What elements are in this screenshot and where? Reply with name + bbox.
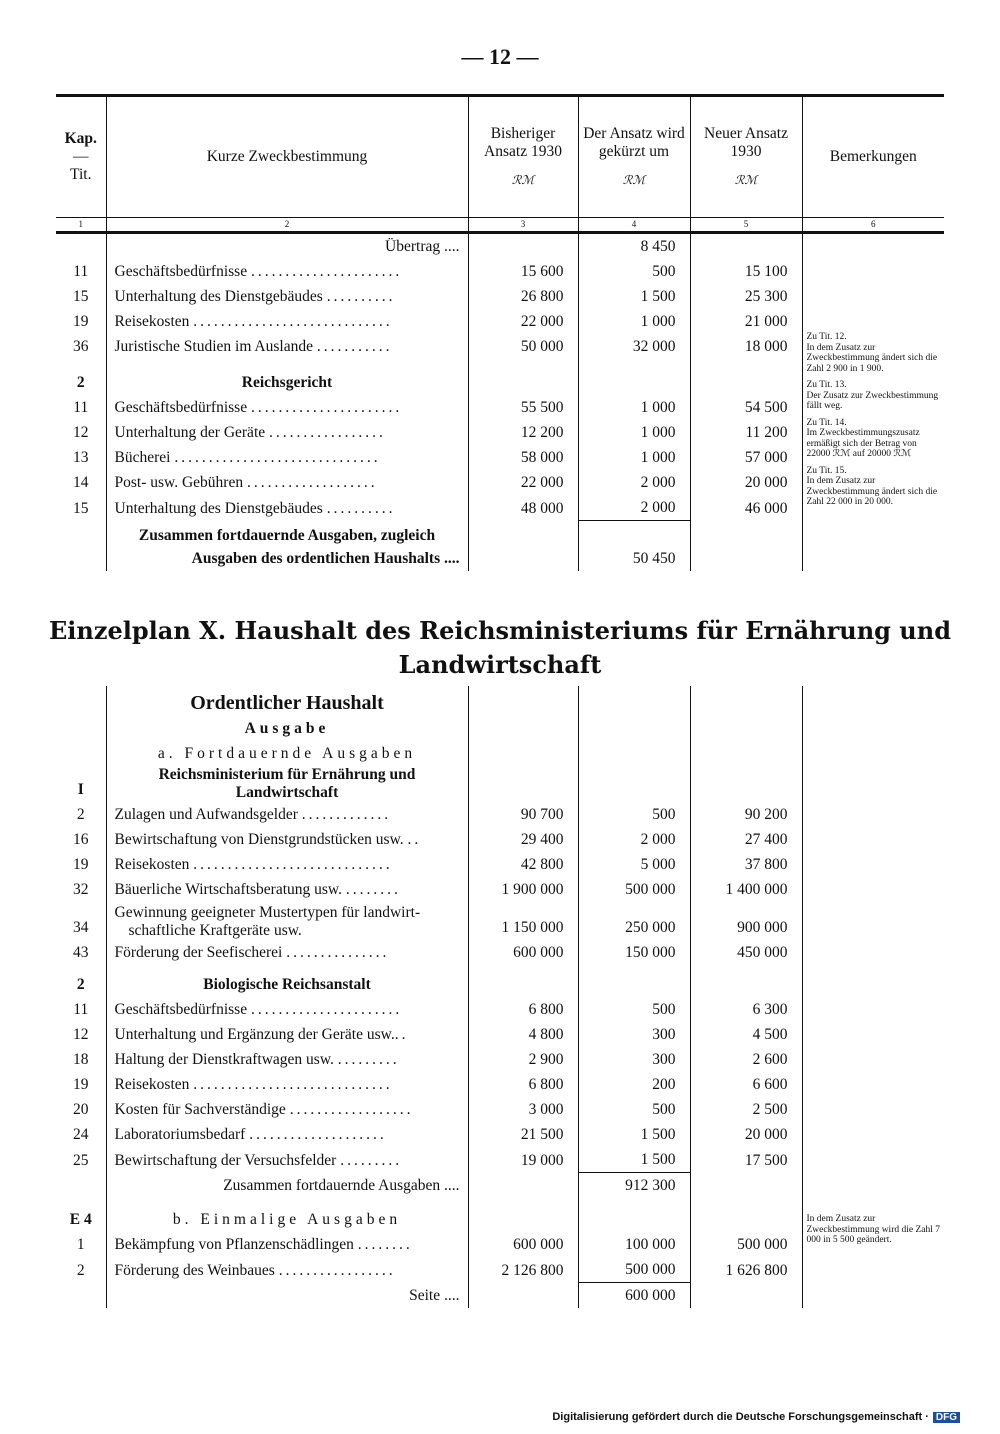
table-row: 2 Förderung des Weinbaues ................. 2 126 800 500 000 1 626 800: [56, 1257, 944, 1283]
table-row: 12 Unterhaltung und Ergänzung der Geräte usw... 4 800 300 4 500: [56, 1022, 944, 1047]
chapter-row: E 4 b. Einmalige Ausgaben: [56, 1198, 944, 1232]
table-row: 14 Post- usw. Gebühren ................... 22 000 2 000 20 000: [56, 470, 944, 495]
table-row: 11 Geschäftsbedürfnisse ...................... 6 800 500 6 300: [56, 997, 944, 1022]
table-row: 20 Kosten für Sachverständige .................. 3 000 500 2 500: [56, 1097, 944, 1122]
table-row: 15 Unterhaltung des Dienstgebäudes .......... 48 000 2 000 46 000: [56, 495, 944, 521]
table-row: 1 Bekämpfung von Pflanzenschädlingen ........ 600 000 100 000 500 000: [56, 1232, 944, 1257]
header-new-estimate: Neuer Ansatz 1930 ℛℳ: [690, 96, 802, 218]
table-row: 18 Haltung der Dienstkraftwagen usw. ......... 2 900 300 2 600: [56, 1047, 944, 1072]
remark-tit-24-25: In dem Zusatz zur Zweckbestimmung wird die Zahl 7 000 in 5 500 geändert.: [806, 1214, 940, 1245]
column-number-row: 1 2 3 4 5 6: [56, 218, 944, 233]
carry-over-row: Übertrag .... 8 450 Zu Tit. 12. In dem Zusatz zur Zweckbestimmung ändert sich die Zahl 2 900 in 1 900. Zu Tit. 13. Der Zusatz zur Zweckbestimmung fällt weg. Zu Tit. 14. Im Zweckbestimmungszusatz ermäßigt sich der Betrag von 22000 ℛℳ auf 20000 ℛℳ Zu Tit. 15. In dem Zusatz zur Zweckbestimmung ändert sich die Zahl 22 000 in 20 000.: [56, 233, 944, 260]
table-row: 24 Laboratoriumsbedarf .................... 21 500 1 500 20 000: [56, 1122, 944, 1147]
table-row: 12 Unterhaltung der Geräte ................. 12 200 1 000 11 200: [56, 420, 944, 445]
table-row: 43 Förderung der Seefischerei ............... 600 000 150 000 450 000: [56, 940, 944, 965]
footer-credit: Digitalisierung gefördert durch die Deutsche Forschungsgemeinschaft · DFG: [552, 1411, 960, 1423]
subtotal-row: Zusammen fortdauernde Ausgaben .... 912 300: [56, 1173, 944, 1199]
table-row: 11 Geschäftsbedürfnisse ...................... 55 500 1 000 54 500: [56, 395, 944, 420]
table-row: 36 Juristische Studien im Auslande ........... 50 000 32 000 18 000: [56, 334, 944, 359]
remark-tit-15: Zu Tit. 15. In dem Zusatz zur Zweckbestimmung ändert sich die Zahl 22 000 in 20 000.: [806, 465, 938, 507]
header-reduction: Der Ansatz wird gekürzt um ℛℳ: [578, 96, 690, 218]
section-subheading: a. Fortdauernde Ausgaben: [56, 741, 944, 766]
table-row: 34 Gewinnung geeigneter Mustertypen für landwirt- schaftliche Kraftgeräte usw. 1 150 000 250 000 900 000: [56, 902, 944, 940]
remark-tit-14: Zu Tit. 14. Im Zweckbestimmungszusatz ermäßigt sich der Betrag von 22000 ℛℳ auf 20000 ℛℳ: [806, 417, 920, 459]
total-row-2: Ausgaben des ordentlichen Haushalts .... 50 450: [56, 546, 944, 571]
table-header-row: [56, 96, 944, 218]
table-row: 25 Bewirtschaftung der Versuchsfelder ......... 19 000 1 500 17 500: [56, 1147, 944, 1173]
header-purpose: Kurze Zweckbestimmung: [106, 96, 468, 218]
table-row: 13 Bücherei .............................. 58 000 1 000 57 000: [56, 445, 944, 470]
table-row: 32 Bäuerliche Wirtschaftsberatung usw. ........ 1 900 000 500 000 1 400 000: [56, 877, 944, 902]
table-row: 15 Unterhaltung des Dienstgebäudes .......... 26 800 1 500 25 300: [56, 284, 944, 309]
table-row: 19 Reisekosten ............................. 42 800 5 000 37 800: [56, 852, 944, 877]
page-total-row: Seite .... 600 000: [56, 1283, 944, 1309]
section-heading: Ordentlicher Haushalt: [56, 686, 944, 716]
remarks-cell: [802, 233, 944, 572]
header-previous-estimate: Bisheriger Ansatz 1930 ℛℳ: [468, 96, 578, 218]
chapter-row: I Reichsministerium für Ernährung und Landwirtschaft In dem Zusatz zur Zweckbestimmung wird die Zahl 7 000 in 5 500 geändert.: [56, 766, 944, 802]
header-kap-tit: Kap. — Tit.: [56, 96, 106, 218]
remark-tit-12: Zu Tit. 12. In dem Zusatz zur Zweckbestimmung ändert sich die Zahl 2 900 in 1 900.: [806, 332, 938, 374]
table-row: 16 Bewirtschaftung von Dienstgrundstücken usw. .. 29 400 2 000 27 400: [56, 827, 944, 852]
table-row: 11 Geschäftsbedürfnisse ...................... 15 600 500 15 100: [56, 259, 944, 284]
page-number: — 12 —: [461, 44, 539, 69]
plan-title: Einzelplan X. Haushalt des Reichsministeriums für Ernährung und Landwirtschaft: [49, 616, 951, 679]
remarks-cell-2: [802, 766, 944, 1283]
dfg-logo: DFG: [933, 1412, 960, 1423]
remark-tit-13: Zu Tit. 13. Der Zusatz zur Zweckbestimmung fällt weg.: [806, 380, 939, 411]
budget-table-plan-x: [56, 686, 944, 1308]
table-row: 2 Zulagen und Aufwandsgelder ............. 90 700 500 90 200: [56, 802, 944, 827]
table-row: 19 Reisekosten ............................. 22 000 1 000 21 000: [56, 309, 944, 334]
chapter-row: 2 Reichsgericht: [56, 359, 944, 395]
header-remarks: Bemerkungen: [802, 96, 944, 218]
total-row: Zusammen fortdauernde Ausgaben, zugleich: [56, 521, 944, 547]
budget-table-continued: [56, 94, 944, 571]
chapter-row: 2 Biologische Reichsanstalt: [56, 965, 944, 997]
section-subheading: Ausgabe: [56, 716, 944, 741]
table-row: 19 Reisekosten ............................. 6 800 200 6 600: [56, 1072, 944, 1097]
